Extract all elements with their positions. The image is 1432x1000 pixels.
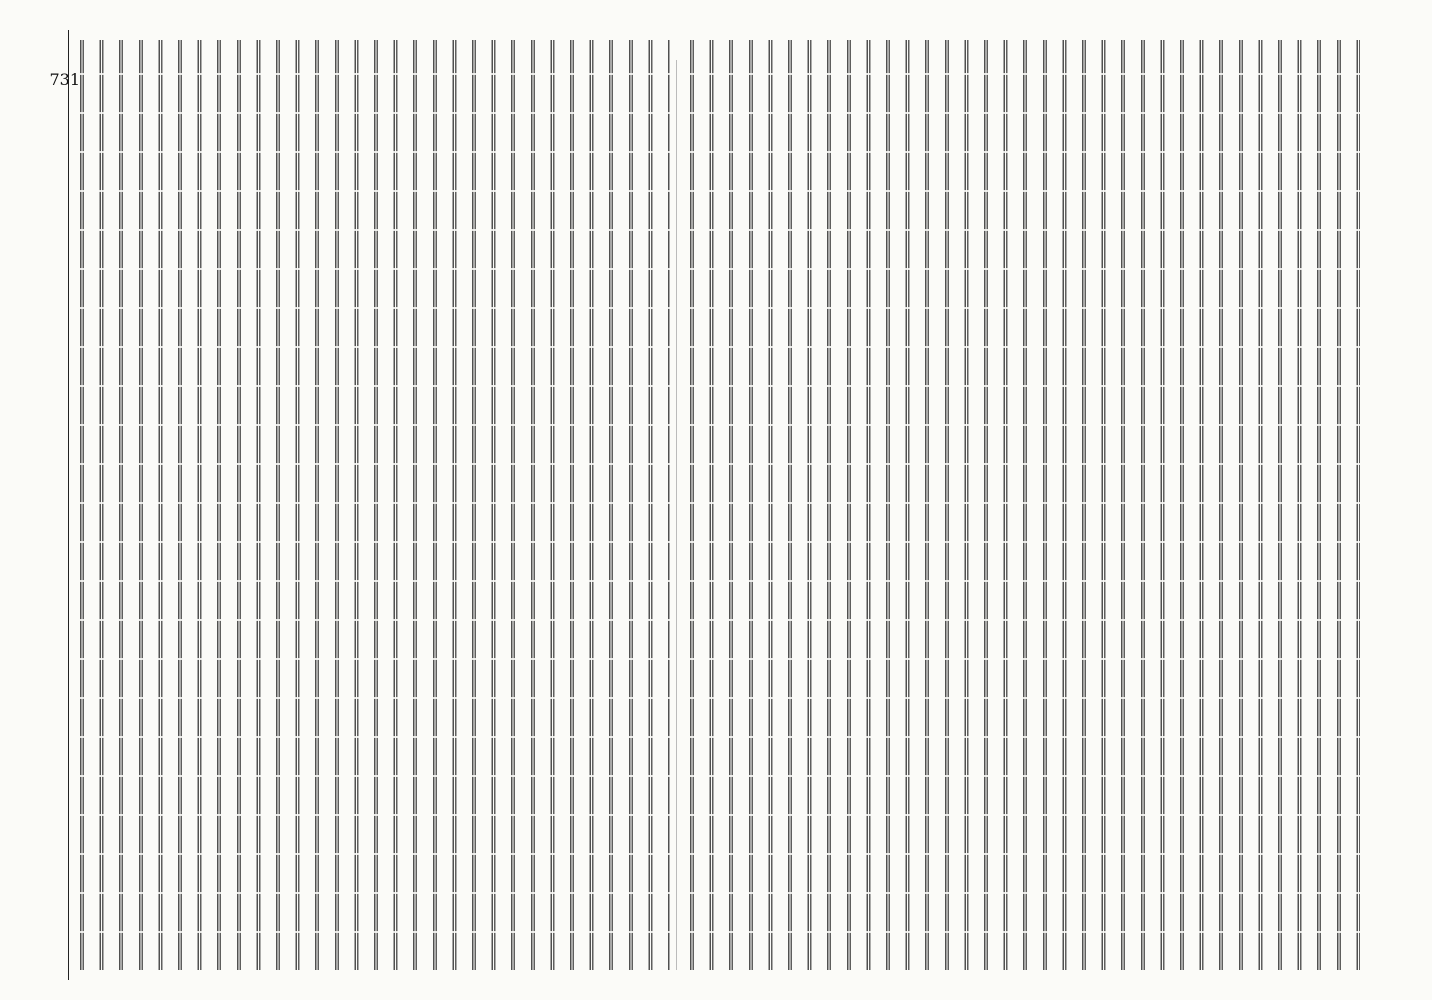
text-column-right xyxy=(690,40,1360,970)
digitization-credit xyxy=(1412,16,1426,806)
page-number: 731 xyxy=(49,70,80,89)
text-column-left xyxy=(80,40,670,970)
column-divider xyxy=(676,60,677,970)
running-header xyxy=(32,30,69,980)
